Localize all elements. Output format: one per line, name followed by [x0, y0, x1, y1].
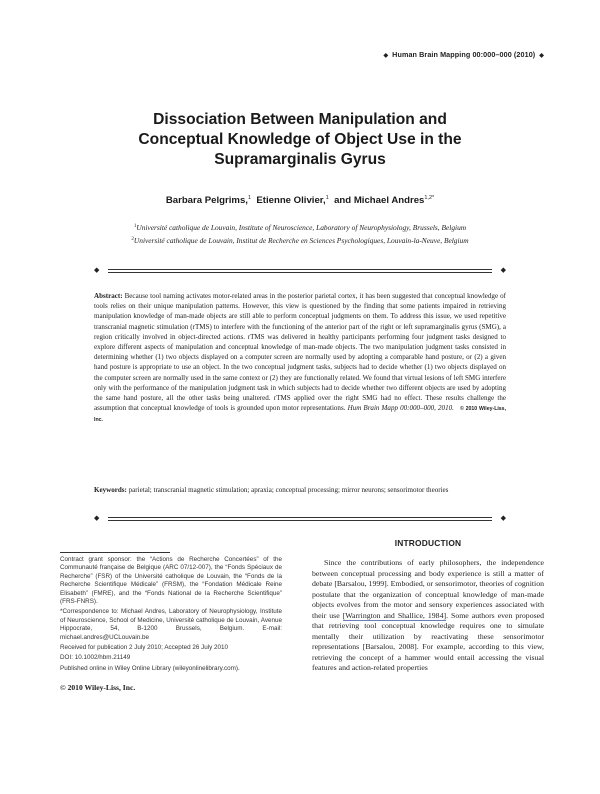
affiliation-text: Université catholique de Louvain, Institut de Recherche en Sciences Psychologiques, Louvain-la-Neuve, Belgium	[133, 236, 469, 245]
author-name: and Michael Andres	[334, 195, 425, 206]
affiliation-list	[60, 221, 540, 247]
affiliation	[60, 221, 540, 234]
paper-title	[60, 110, 540, 170]
divider-line	[108, 272, 492, 273]
abstract	[94, 291, 506, 426]
abstract-copyright: © 2010 Wiley-Liss, Inc.	[94, 406, 507, 424]
diamond-icon: ◆	[500, 514, 506, 522]
doi: DOI: 10.1002/hbm.21149	[60, 654, 131, 662]
affiliation-mark: 1	[133, 224, 137, 229]
abstract-top-rule	[92, 266, 508, 276]
divider-line	[108, 517, 492, 518]
abstract-text: Because tool naming activates motor-related areas in the posterior parietal cortex, it has been suggested that conceptual knowledge of tools relies on their unique manipulation patterns. However, this view is questioned by the finding that some patients impaired in retrieving manipulation knowledge of man-made objects are still able to perform conceptual judgments on them. To address this issue, we used repetitive transcranial magnetic stimulation (rTMS) to interfere with the functioning of the anterior part of the right or left supramarginalis gyrus (SMG), a region critically involved in object-directed actions. rTMS was delivered in healthy participants performing four judgment tasks designed to explore different aspects of manipulation and conceptual knowledge of man-made objects. The two manipulation judgment tasks consisted in determining whether (1) two objects displayed on a computer screen are normally used by adopting a comparable hand posture, or (2) a given hand posture is appropriate to use an object. In the two conceptual judgment tasks, subjects had to decide whether (1) two objects displayed on the computer screen are normally used in the same context or (2) they are functionally related. We found that virtual lesions of left SMG interfere only with the performance of the manipulation judgment task in which subjects had to decide whether two different objects are used by adopting the same hand posture, all the other tasks being unaltered. rTMS applied over the right SMG had no effect. These results challenge the assumption that conceptual knowledge of tools is grounded upon motor representations.	[94, 292, 506, 413]
published-online: Published online in Wiley Online Library (wileyonlinelibrary.com).	[60, 664, 240, 672]
author-name: Barbara Pelgrims,	[165, 195, 248, 206]
abstract-bottom-rule	[92, 514, 508, 524]
author-affiliation-mark: 1	[325, 195, 329, 201]
author-affiliation-mark: 1	[247, 195, 252, 201]
footnotes	[60, 552, 282, 675]
introduction-paragraph	[312, 558, 544, 674]
correspondence-footnote: *Correspondence to: Michael Andres, Laboratory of Neurophysiology, Institute of Neuroscience, School of Medicine, Université catholique de Louvain, Avenue Hippocrate, 54, B-1200 Brussels, Belgium. E-mail: michael.andres@UCLouvain.be	[60, 608, 282, 641]
running-head	[379, 50, 548, 59]
keywords	[94, 485, 506, 495]
author-list	[60, 195, 540, 206]
title-line: Supramarginalis Gyrus	[214, 151, 386, 168]
title-line: Conceptual Knowledge of Object Use in the	[138, 131, 462, 148]
introduction-column	[312, 538, 544, 674]
diamond-icon: ◆	[94, 514, 100, 522]
title-line: Dissociation Between Manipulation and	[153, 111, 447, 128]
journal-name: Human Brain Mapping 00:000–000 (2010)	[392, 50, 536, 59]
keywords-label: Keywords:	[94, 486, 127, 494]
keywords-text: parietal; transcranial magnetic stimulation; apraxia; conceptual processing; mirror neurons; sensorimotor theories	[128, 486, 449, 494]
intro-text: . Some authors even proposed that retrieving tool conceptual knowledge requires one to simulate mentally their utilization by reactivating these sensorimotor representations [Barsalou, 2008]. For example, according to this view, retrieving the concept of a hammer would entail accessing the visual features and action-related properties	[312, 610, 544, 673]
affiliation	[60, 234, 540, 247]
abstract-citation: Hum Brain Mapp 00:000–000, 2010.	[347, 404, 454, 413]
author-name: Etienne Olivier,	[256, 195, 326, 206]
divider-line	[108, 520, 492, 521]
received-date: Received for publication 2 July 2010; Accepted 26 July 2010	[60, 644, 229, 652]
diamond-icon: ◆	[94, 266, 100, 274]
footnote-divider	[60, 552, 170, 553]
intro-text: Since the contributions of early philosophers, the independence between conceptual processing and body experience is still a matter of debate [Barsalou, 1999]. Embodied, or sensorimotor, theories of cognition postulate that the organization of conceptual knowledge of man-made objects evolves from the motor and sensory experiences associated with their use	[312, 558, 544, 620]
affiliation-text: Université catholique de Louvain, Institute of Neuroscience, Laboratory of Neurophysiology, Brussels, Belgium	[136, 223, 467, 232]
page-copyright: © 2010 Wiley-Liss, Inc.	[60, 683, 136, 692]
introduction-heading: INTRODUCTION	[394, 538, 462, 548]
grant-footnote: Contract grant sponsor: the “Actions de Recherche Concertées” of the Communauté française de Belgique (ARC 07/12-007), the “Fonds Spéciaux de Recherche” (FSR) of the Université catholique de Louvain, the “Fonds de la Recherche Scientifique Médicale” (FRSM), the “Fondation Médicale Reine Elisabeth” (FMRE), and the “Fonds National de la Recherche Scientifique” (FRS-FNRS).	[60, 556, 282, 606]
divider-line	[108, 269, 492, 270]
author-affiliation-mark: 1,2*	[424, 195, 435, 201]
abstract-label: Abstract:	[94, 292, 123, 300]
diamond-icon: ◆	[539, 53, 544, 59]
reference-link[interactable]: [Warrington and Shallice, 1984]	[342, 610, 447, 620]
affiliation-mark: 2	[131, 237, 134, 242]
diamond-icon: ◆	[383, 53, 389, 59]
diamond-icon: ◆	[500, 266, 506, 274]
